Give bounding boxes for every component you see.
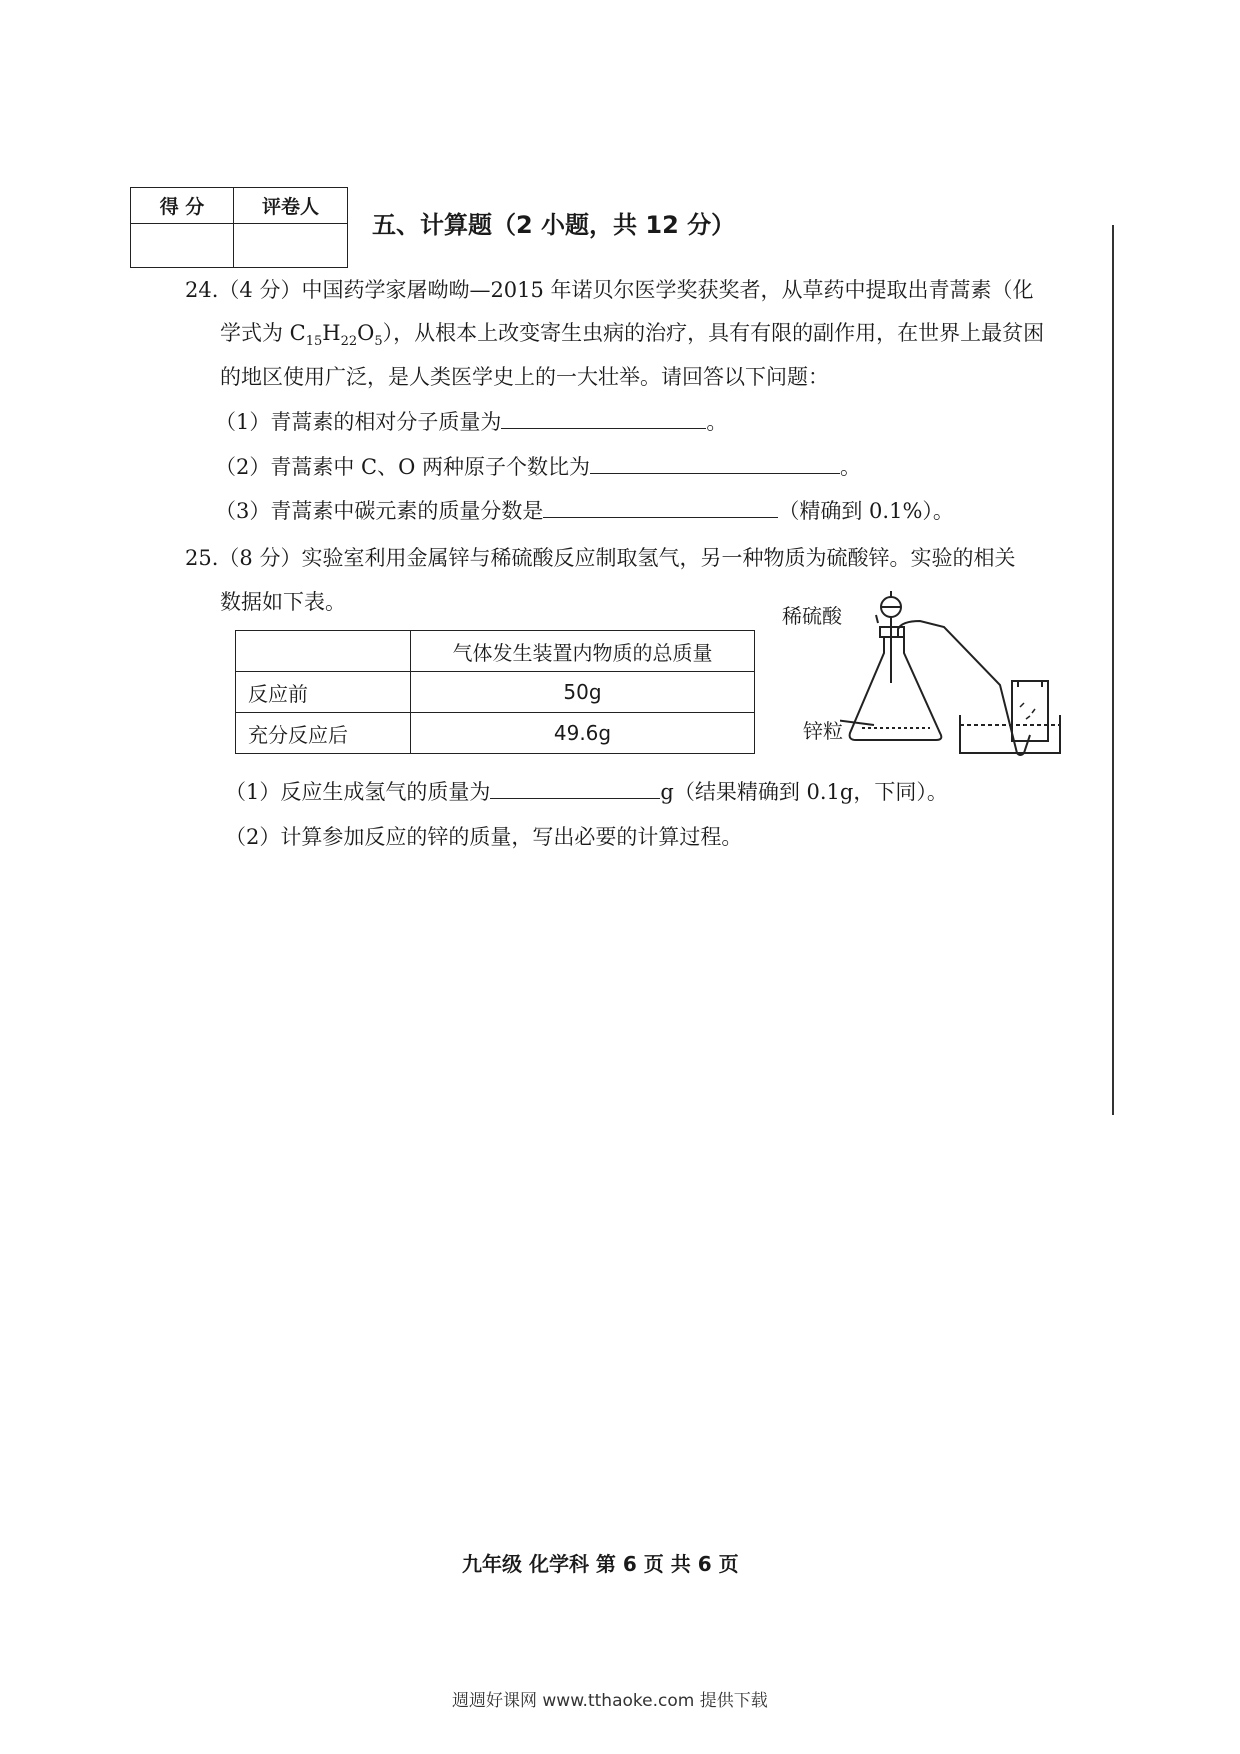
page-footer: 九年级 化学科 第 6 页 共 6 页 [462, 1552, 739, 1576]
grader-label: 评卷人 [234, 188, 348, 224]
zinc-label: 锌粒 [803, 719, 843, 743]
score-label: 得 分 [131, 188, 234, 224]
q24-p2-text: （2）青蒿素中 C、O 两种原子个数比为 [215, 455, 590, 479]
q25-stem-1: （8 分）实验室利用金属锌与稀硫酸反应制取氢气，另一种物质为硫酸锌。实验的相关 [218, 546, 1016, 570]
q24-part1 [215, 407, 727, 437]
q24-o: O [357, 321, 375, 345]
section-title: 五、计算题（2 小题，共 12 分） [372, 211, 736, 239]
q24-sub-o: 5 [374, 334, 383, 350]
score-cell[interactable] [131, 224, 234, 268]
delivery-tube [898, 621, 1030, 755]
q24-line3: 的地区使用广泛，是人类医学史上的一大壮举。请回答以下问题： [220, 365, 829, 389]
row-label: 充分反应后 [236, 713, 411, 754]
q24-line2 [220, 318, 1044, 357]
table-header-row [236, 631, 755, 672]
q24-p3-blank[interactable] [543, 497, 778, 518]
q24-h: H [322, 321, 341, 345]
q25-p1-blank[interactable] [490, 778, 660, 799]
q24-sub-h: 22 [340, 334, 358, 350]
q24-stem-2b: ），从根本上改变寄生虫病的治疗，具有有限的副作用，在世界上最贫困 [382, 321, 1045, 345]
row-value: 49.6g [411, 713, 755, 754]
q24-part3 [215, 496, 954, 526]
data-table [235, 630, 755, 754]
water-trough [960, 715, 1060, 753]
acid-label: 稀硫酸 [782, 604, 842, 628]
q24-stem-1: （4 分）中国药学家屠呦呦—2015 年诺贝尔医学奖获奖者，从草药中提取出青蒿素（化 [218, 278, 1034, 302]
apparatus-diagram [840, 585, 1070, 760]
q25-line2: 数据如下表。 [220, 590, 346, 614]
table-row [236, 713, 755, 754]
q24-p2-blank[interactable] [590, 453, 840, 474]
table-header-empty [236, 631, 411, 672]
q25-part1 [225, 777, 948, 807]
table-header-mass: 气体发生装置内物质的总质量 [411, 631, 755, 672]
q25-part2: （2）计算参加反应的锌的质量，写出必要的计算过程。 [225, 825, 743, 849]
score-box [130, 187, 348, 268]
margin-line [1112, 225, 1114, 1115]
q24-sub-c: 15 [305, 334, 323, 350]
q24-stem-2a: 学式为 C [220, 321, 306, 345]
q25-line1 [185, 543, 1015, 573]
collecting-bottle [1012, 681, 1048, 741]
table-row [236, 672, 755, 713]
q24-line1 [185, 275, 1034, 305]
q24-p3-end: （精确到 0.1%）。 [778, 499, 954, 523]
q24-p1-blank[interactable] [501, 408, 706, 429]
q24-number: 24. [185, 278, 219, 302]
q24-p3-text: （3）青蒿素中碳元素的质量分数是 [215, 499, 544, 523]
q25-p1-end: g（结果精确到 0.1g，下同）。 [660, 780, 948, 804]
grader-cell[interactable] [234, 224, 348, 268]
watermark: 週週好课网 www.tthaoke.com 提供下载 [452, 1691, 768, 1711]
q24-p1-text: （1）青蒿素的相对分子质量为 [215, 410, 502, 434]
q24-p1-end: 。 [706, 410, 728, 434]
row-label: 反应前 [236, 672, 411, 713]
q25-p1-text: （1）反应生成氢气的质量为 [225, 780, 491, 804]
q24-p2-end: 。 [840, 455, 861, 479]
q25-number: 25. [185, 546, 219, 570]
row-value: 50g [411, 672, 755, 713]
q24-part2 [215, 452, 861, 482]
